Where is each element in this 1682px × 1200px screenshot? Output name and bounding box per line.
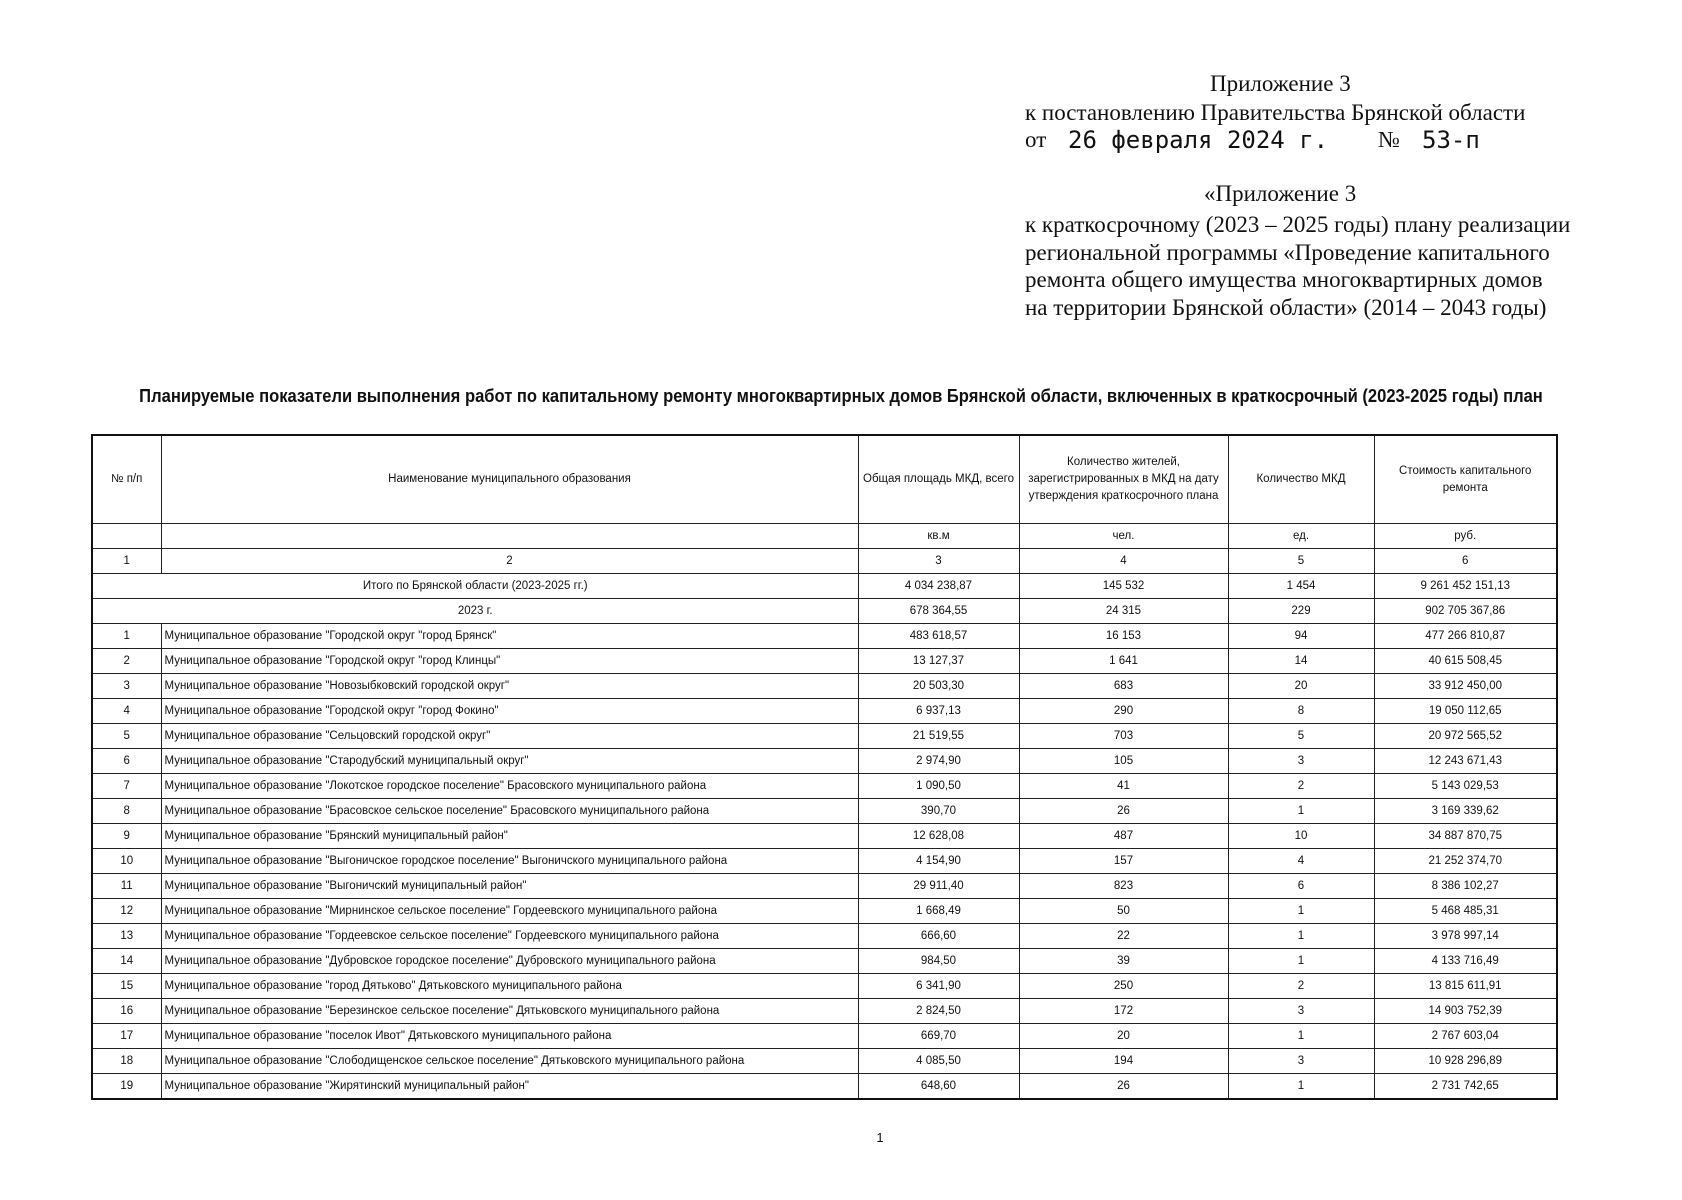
table-row — [92, 949, 1557, 974]
row-repair-cost: 14 903 752,39 — [1374, 999, 1557, 1024]
row-number: 9 — [92, 824, 161, 849]
row-building-count: 1 — [1228, 949, 1374, 974]
row-repair-cost: 4 133 716,49 — [1374, 949, 1557, 974]
row-building-count: 1 — [1228, 924, 1374, 949]
sub-appendix-line2: региональной программы «Проведение капитального — [1025, 240, 1550, 265]
number-sign: № — [1378, 127, 1400, 152]
unit-area: кв.м — [858, 524, 1019, 549]
sub-appendix-line3: ремонта общего имущества многоквартирных домов — [1025, 267, 1543, 292]
date-prefix: от — [1025, 127, 1047, 152]
table-row — [92, 974, 1557, 999]
row-repair-cost: 13 815 611,91 — [1374, 974, 1557, 999]
table-row — [92, 749, 1557, 774]
row-repair-cost: 477 266 810,87 — [1374, 624, 1557, 649]
header-num: № п/п — [92, 435, 161, 524]
table-row — [92, 1074, 1557, 1100]
row-area: 20 503,30 — [858, 674, 1019, 699]
row-repair-cost: 2 767 603,04 — [1374, 1024, 1557, 1049]
row-number: 11 — [92, 874, 161, 899]
row-municipality-name: Муниципальное образование "Мирнинское сельское поселение" Гордеевского муниципального района — [161, 899, 858, 924]
units-num — [92, 524, 161, 549]
grand-total-cost: 9 261 452 151,13 — [1374, 574, 1557, 599]
table-row — [92, 624, 1557, 649]
row-area: 4 154,90 — [858, 849, 1019, 874]
row-number: 10 — [92, 849, 161, 874]
row-number: 12 — [92, 899, 161, 924]
table-row — [92, 1049, 1557, 1074]
row-number: 18 — [92, 1049, 161, 1074]
row-municipality-name: Муниципальное образование "Городской округ "город Фокино" — [161, 699, 858, 724]
row-building-count: 1 — [1228, 1074, 1374, 1100]
row-building-count: 10 — [1228, 824, 1374, 849]
row-municipality-name: Муниципальное образование "Березинское сельское поселение" Дятьковского муниципального района — [161, 999, 858, 1024]
year-total-count: 229 — [1228, 599, 1374, 624]
row-repair-cost: 34 887 870,75 — [1374, 824, 1557, 849]
row-area: 666,60 — [858, 924, 1019, 949]
row-number: 6 — [92, 749, 161, 774]
year-total-cost: 902 705 367,86 — [1374, 599, 1557, 624]
row-area: 1 668,49 — [858, 899, 1019, 924]
row-area: 29 911,40 — [858, 874, 1019, 899]
row-area: 13 127,37 — [858, 649, 1019, 674]
row-repair-cost: 2 731 742,65 — [1374, 1074, 1557, 1100]
row-building-count: 8 — [1228, 699, 1374, 724]
row-repair-cost: 5 468 485,31 — [1374, 899, 1557, 924]
table-row — [92, 899, 1557, 924]
header-name: Наименование муниципального образования — [161, 435, 858, 524]
table-row — [92, 674, 1557, 699]
row-residents: 26 — [1019, 799, 1228, 824]
row-municipality-name: Муниципальное образование "Слободищенское сельское поселение" Дятьковского муниципального района — [161, 1049, 858, 1074]
row-municipality-name: Муниципальное образование "Дубровское городское поселение" Дубровского муниципального района — [161, 949, 858, 974]
row-repair-cost: 3 169 339,62 — [1374, 799, 1557, 824]
table-row — [92, 724, 1557, 749]
row-area: 669,70 — [858, 1024, 1019, 1049]
row-residents: 290 — [1019, 699, 1228, 724]
table-row — [92, 1024, 1557, 1049]
row-area: 1 090,50 — [858, 774, 1019, 799]
row-area: 648,60 — [858, 1074, 1019, 1100]
row-residents: 157 — [1019, 849, 1228, 874]
row-municipality-name: Муниципальное образование "Выгоничский муниципальный район" — [161, 874, 858, 899]
sub-appendix-line4: на территории Брянской области» (2014 – 2043 годы) — [1025, 295, 1547, 320]
resolution-number: 53-п — [1422, 126, 1480, 154]
row-building-count: 2 — [1228, 974, 1374, 999]
column-numbers-row — [92, 549, 1557, 574]
row-municipality-name: Муниципальное образование "Новозыбковский городской округ" — [161, 674, 858, 699]
row-area: 6 937,13 — [858, 699, 1019, 724]
row-residents: 39 — [1019, 949, 1228, 974]
row-number: 13 — [92, 924, 161, 949]
unit-residents: чел. — [1019, 524, 1228, 549]
row-municipality-name: Муниципальное образование "Брянский муниципальный район" — [161, 824, 858, 849]
row-residents: 22 — [1019, 924, 1228, 949]
row-residents: 20 — [1019, 1024, 1228, 1049]
row-building-count: 3 — [1228, 1049, 1374, 1074]
row-municipality-name: Муниципальное образование "Локотское городское поселение" Брасовского муниципального района — [161, 774, 858, 799]
table-header-row — [92, 435, 1557, 524]
row-municipality-name: Муниципальное образование "Гордеевское сельское поселение" Гордеевского муниципального района — [161, 924, 858, 949]
row-municipality-name: Муниципальное образование "Жирятинский муниципальный район" — [161, 1074, 858, 1100]
row-repair-cost: 40 615 508,45 — [1374, 649, 1557, 674]
table-row — [92, 824, 1557, 849]
row-municipality-name: Муниципальное образование "поселок Ивот" Дятьковского муниципального района — [161, 1024, 858, 1049]
table-row — [92, 849, 1557, 874]
row-municipality-name: Муниципальное образование "Городской округ "город Брянск" — [161, 624, 858, 649]
row-repair-cost: 10 928 296,89 — [1374, 1049, 1557, 1074]
row-building-count: 3 — [1228, 999, 1374, 1024]
row-number: 8 — [92, 799, 161, 824]
row-residents: 26 — [1019, 1074, 1228, 1100]
row-repair-cost: 3 978 997,14 — [1374, 924, 1557, 949]
row-number: 15 — [92, 974, 161, 999]
row-number: 14 — [92, 949, 161, 974]
row-residents: 50 — [1019, 899, 1228, 924]
row-residents: 703 — [1019, 724, 1228, 749]
row-area: 12 628,08 — [858, 824, 1019, 849]
row-residents: 172 — [1019, 999, 1228, 1024]
col-number: 3 — [858, 549, 1019, 574]
row-municipality-name: Муниципальное образование "город Дятьково" Дятьковского муниципального района — [161, 974, 858, 999]
row-number: 4 — [92, 699, 161, 724]
row-residents: 16 153 — [1019, 624, 1228, 649]
row-number: 1 — [92, 624, 161, 649]
unit-cost: руб. — [1374, 524, 1557, 549]
row-residents: 487 — [1019, 824, 1228, 849]
table-row — [92, 649, 1557, 674]
row-area: 2 824,50 — [858, 999, 1019, 1024]
table-row — [92, 774, 1557, 799]
col-number: 5 — [1228, 549, 1374, 574]
sub-appendix-number: «Приложение 3 — [1204, 181, 1357, 206]
header-count: Количество МКД — [1228, 435, 1374, 524]
col-number: 2 — [161, 549, 858, 574]
row-residents: 823 — [1019, 874, 1228, 899]
row-number: 19 — [92, 1074, 161, 1100]
row-number: 5 — [92, 724, 161, 749]
sub-appendix-line1: к краткосрочному (2023 – 2025 годы) плану реализации — [1025, 212, 1571, 237]
row-municipality-name: Муниципальное образование "Брасовское сельское поселение" Брасовского муниципального района — [161, 799, 858, 824]
row-building-count: 14 — [1228, 649, 1374, 674]
row-number: 7 — [92, 774, 161, 799]
document-title: Планируемые показатели выполнения работ по капитальному ремонту многоквартирных домов Брянской области, включенных в краткосрочный (2023-2025 годы) план — [139, 386, 1543, 406]
year-total-row — [92, 599, 1557, 624]
grand-total-area: 4 034 238,87 — [858, 574, 1019, 599]
col-number: 4 — [1019, 549, 1228, 574]
row-building-count: 3 — [1228, 749, 1374, 774]
row-municipality-name: Муниципальное образование "Стародубский муниципальный округ" — [161, 749, 858, 774]
row-number: 3 — [92, 674, 161, 699]
row-repair-cost: 21 252 374,70 — [1374, 849, 1557, 874]
row-residents: 250 — [1019, 974, 1228, 999]
row-building-count: 2 — [1228, 774, 1374, 799]
row-number: 17 — [92, 1024, 161, 1049]
row-residents: 41 — [1019, 774, 1228, 799]
header-area: Общая площадь МКД, всего — [858, 435, 1019, 524]
table-row — [92, 699, 1557, 724]
row-building-count: 4 — [1228, 849, 1374, 874]
header-cost: Стоимость капитального ремонта — [1374, 435, 1557, 524]
grand-total-label: Итого по Брянской области (2023-2025 гг.) — [92, 574, 858, 599]
table-row — [92, 999, 1557, 1024]
row-area: 6 341,90 — [858, 974, 1019, 999]
row-building-count: 1 — [1228, 799, 1374, 824]
row-building-count: 1 — [1228, 1024, 1374, 1049]
row-residents: 1 641 — [1019, 649, 1228, 674]
row-building-count: 6 — [1228, 874, 1374, 899]
row-area: 4 085,50 — [858, 1049, 1019, 1074]
row-building-count: 1 — [1228, 899, 1374, 924]
col-number: 1 — [92, 549, 161, 574]
row-repair-cost: 19 050 112,65 — [1374, 699, 1557, 724]
appendix-number: Приложение 3 — [1210, 71, 1351, 96]
header-residents: Количество жителей, зарегистрированных в МКД на дату утверждения краткосрочного плана — [1019, 435, 1228, 524]
row-area: 483 618,57 — [858, 624, 1019, 649]
row-residents: 105 — [1019, 749, 1228, 774]
units-row — [92, 524, 1557, 549]
row-residents: 683 — [1019, 674, 1228, 699]
row-repair-cost: 8 386 102,27 — [1374, 874, 1557, 899]
grand-total-row — [92, 574, 1557, 599]
col-number: 6 — [1374, 549, 1557, 574]
page-number: 1 — [876, 1130, 884, 1145]
row-residents: 194 — [1019, 1049, 1228, 1074]
resolution-reference: к постановлению Правительства Брянской области — [1025, 100, 1526, 125]
row-repair-cost: 20 972 565,52 — [1374, 724, 1557, 749]
row-area: 390,70 — [858, 799, 1019, 824]
row-building-count: 5 — [1228, 724, 1374, 749]
grand-total-residents: 145 532 — [1019, 574, 1228, 599]
row-municipality-name: Муниципальное образование "Сельцовский городской округ" — [161, 724, 858, 749]
units-name — [161, 524, 858, 549]
row-number: 2 — [92, 649, 161, 674]
row-repair-cost: 12 243 671,43 — [1374, 749, 1557, 774]
indicators-table — [91, 434, 1558, 1100]
row-repair-cost: 5 143 029,53 — [1374, 774, 1557, 799]
year-total-label: 2023 г. — [92, 599, 858, 624]
table-row — [92, 799, 1557, 824]
row-number: 16 — [92, 999, 161, 1024]
resolution-date: 26 февраля 2024 г. — [1068, 126, 1329, 154]
row-building-count: 94 — [1228, 624, 1374, 649]
row-area: 21 519,55 — [858, 724, 1019, 749]
year-total-area: 678 364,55 — [858, 599, 1019, 624]
row-area: 984,50 — [858, 949, 1019, 974]
year-total-residents: 24 315 — [1019, 599, 1228, 624]
row-area: 2 974,90 — [858, 749, 1019, 774]
row-repair-cost: 33 912 450,00 — [1374, 674, 1557, 699]
grand-total-count: 1 454 — [1228, 574, 1374, 599]
table-row — [92, 874, 1557, 899]
row-building-count: 20 — [1228, 674, 1374, 699]
row-municipality-name: Муниципальное образование "Выгоничское городское поселение" Выгоничского муниципального района — [161, 849, 858, 874]
table-row — [92, 924, 1557, 949]
row-municipality-name: Муниципальное образование "Городской округ "город Клинцы" — [161, 649, 858, 674]
unit-count: ед. — [1228, 524, 1374, 549]
